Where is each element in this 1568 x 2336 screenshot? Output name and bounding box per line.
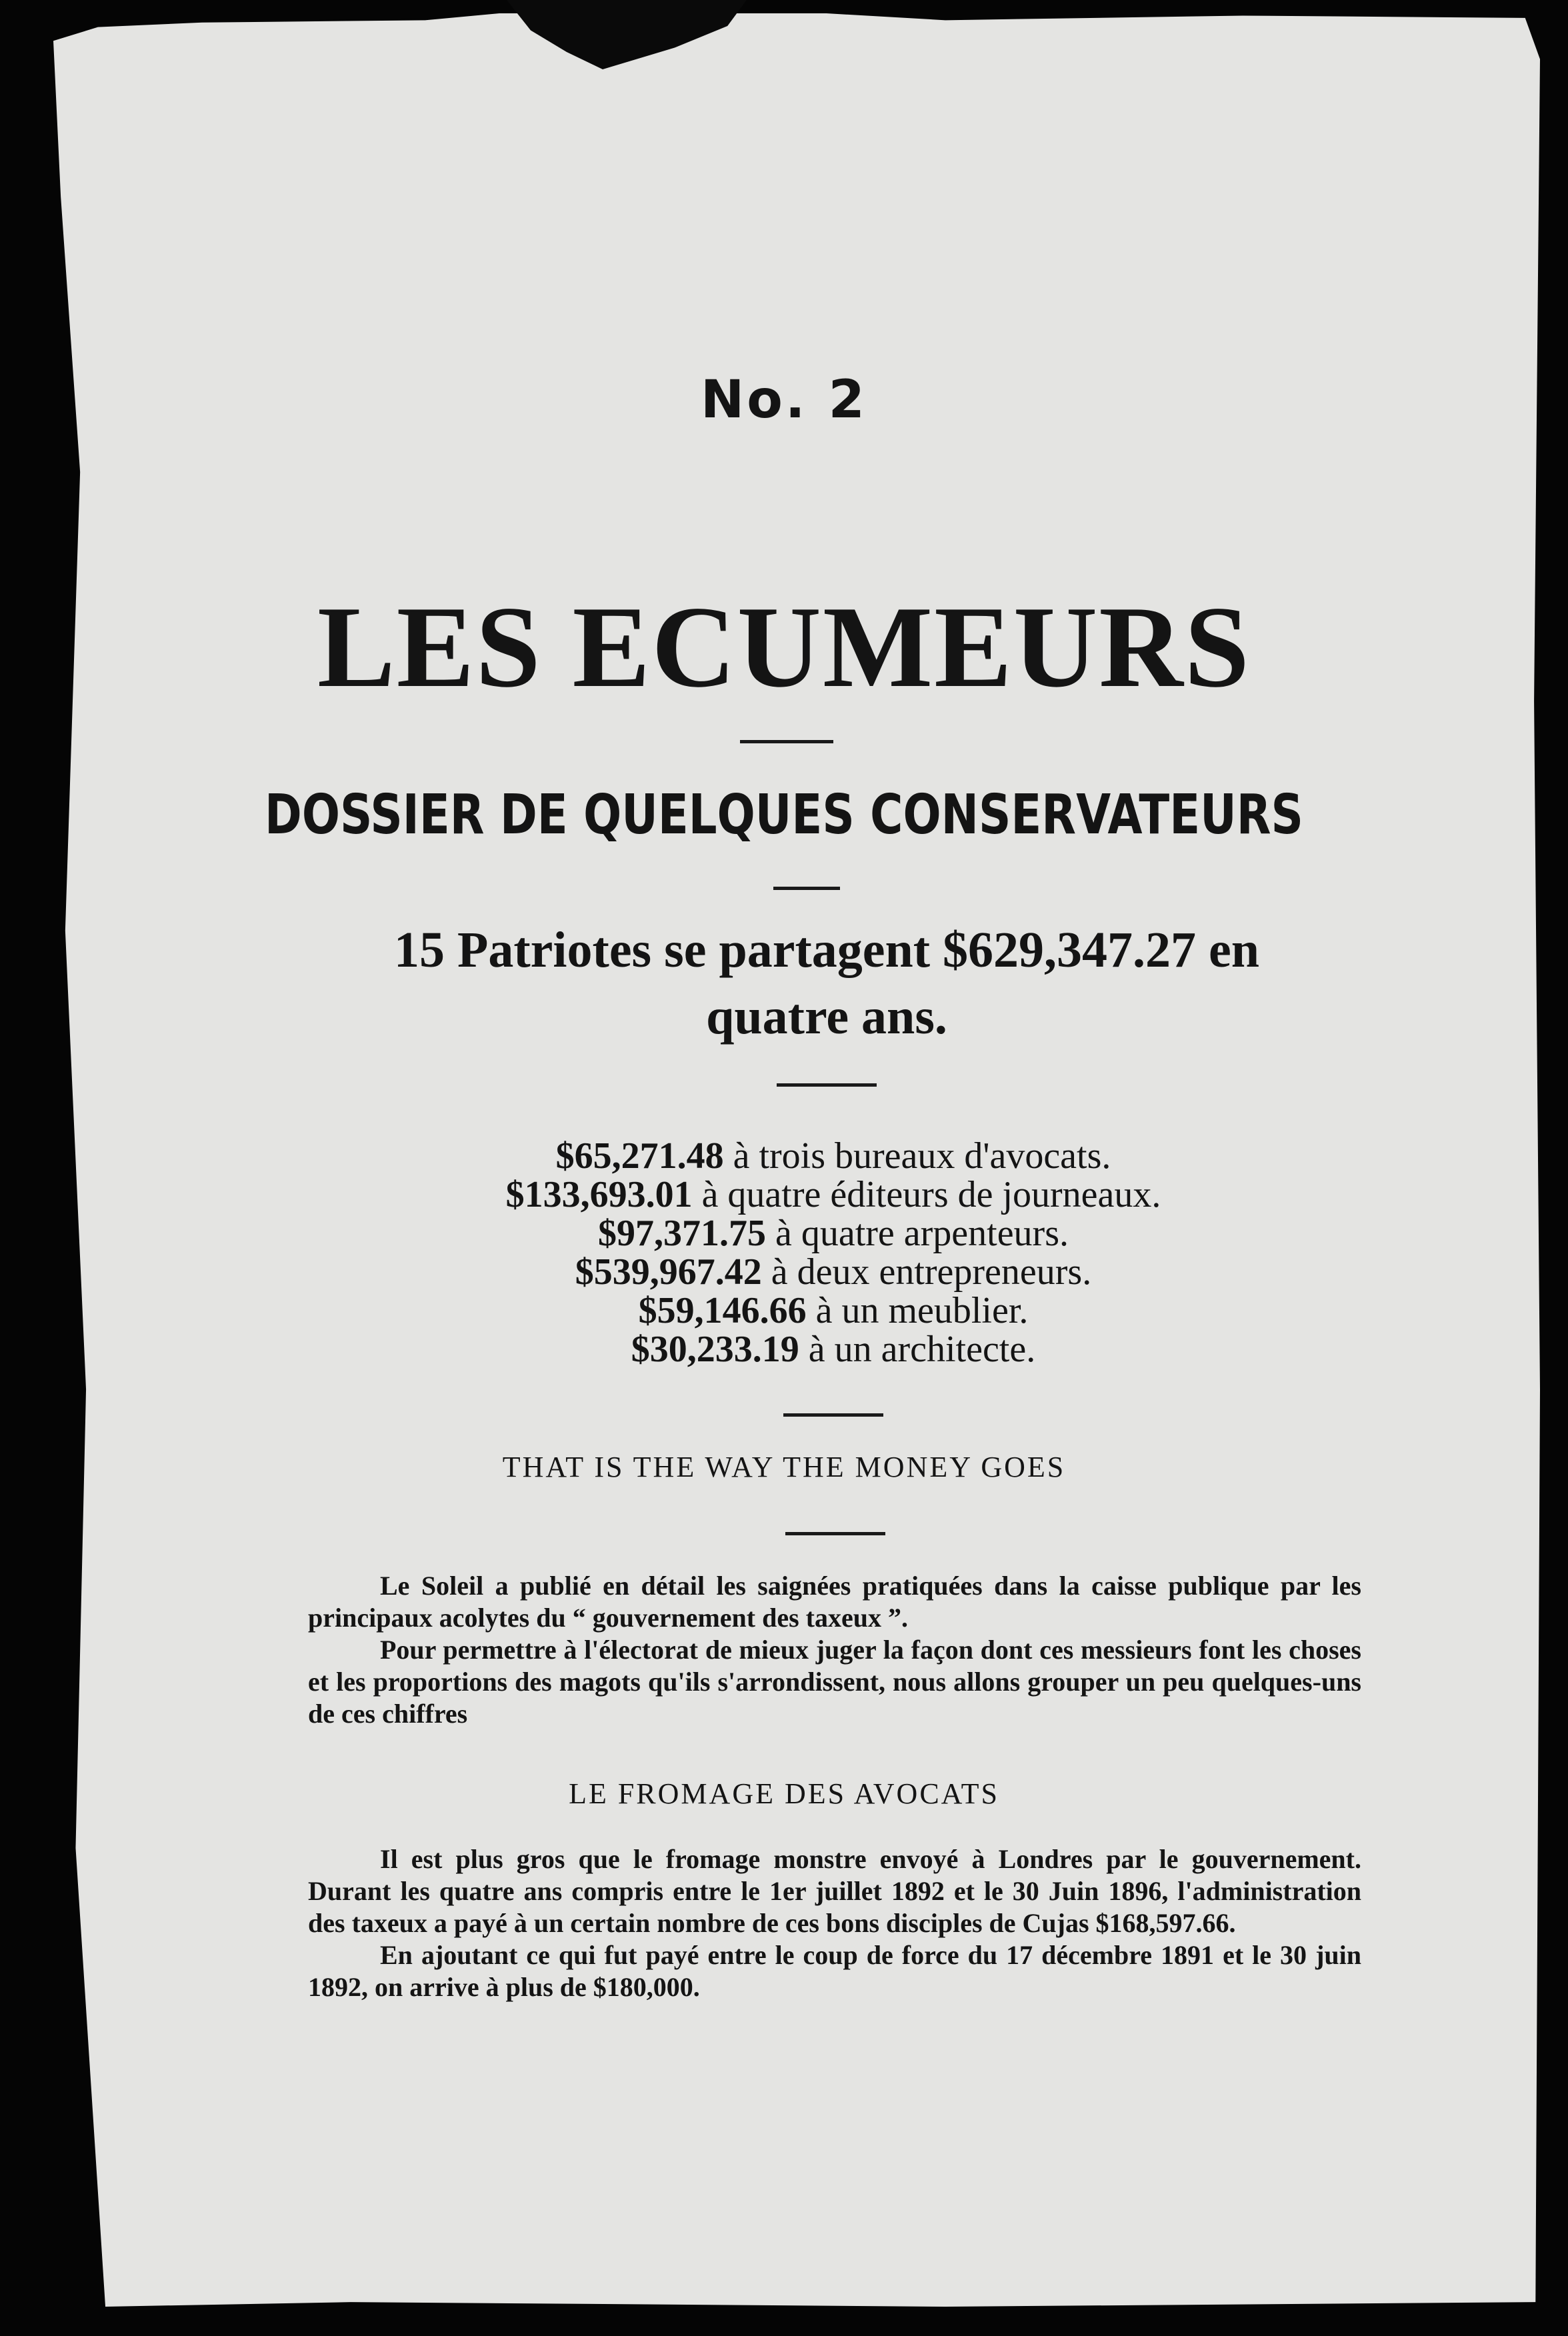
section-text xyxy=(308,1843,1361,2003)
divider-5 xyxy=(785,1532,885,1535)
amount-row: $97,371.75 à quatre arpenteurs. xyxy=(598,1213,1069,1254)
amount-row: $133,693.01 à quatre éditeurs de journeaux. xyxy=(505,1174,1161,1215)
amount-row: $59,146.66 à un meublier. xyxy=(638,1290,1029,1331)
headline-line-1: 15 Patriotes se partagent $629,347.27 en xyxy=(393,922,1260,978)
headline-line-2: quatre ans. xyxy=(706,989,947,1045)
section-paragraph: En ajoutant ce qui fut payé entre le coup de force du 17 décembre 1891 et le 30 juin 1892, on arrive à plus de $180,000. xyxy=(308,1940,1361,2002)
intro-text xyxy=(308,1570,1361,1730)
document-title: LES ECUMEURS xyxy=(317,582,1251,711)
slogan: THAT IS THE WAY THE MONEY GOES xyxy=(502,1451,1066,1483)
intro-paragraph: Pour permettre à l'électorat de mieux juger la façon dont ces messieurs font les choses et les proportions des magots qu'ils s'arrondissent, nous allons grouper un peu quelques-uns de ces chiffres xyxy=(308,1635,1361,1729)
amount-row: $30,233.19 à un architecte. xyxy=(631,1329,1036,1370)
intro-paragraph: Le Soleil a publié en détail les saignées pratiquées dans la caisse publique par les principaux acolytes du “ gouvernement des taxeux ”. xyxy=(308,1571,1361,1633)
headline xyxy=(293,917,1360,1050)
divider-1 xyxy=(740,740,833,743)
section-paragraph: Il est plus gros que le fromage monstre envoyé à Londres par le gouvernement. Durant les quatre ans compris entre le 1er juillet 1892 et le 30 Juin 1896, l'administration des taxeux a payé à un certain nombre de ces bons disciples de Cujas $168,597.66. xyxy=(308,1844,1361,1938)
document-subtitle: DOSSIER DE QUELQUES CONSERVATEURS xyxy=(265,783,1303,847)
document-number: No. 2 xyxy=(701,370,867,430)
divider-3 xyxy=(777,1083,877,1087)
amounts-list xyxy=(333,1137,1333,1369)
section-title: LE FROMAGE DES AVOCATS xyxy=(569,1777,999,1810)
amount-row: $65,271.48 à trois bureaux d'avocats. xyxy=(555,1135,1111,1177)
amount-row: $539,967.42 à deux entrepreneurs. xyxy=(575,1251,1092,1293)
divider-2 xyxy=(773,887,840,890)
divider-4 xyxy=(783,1413,883,1417)
